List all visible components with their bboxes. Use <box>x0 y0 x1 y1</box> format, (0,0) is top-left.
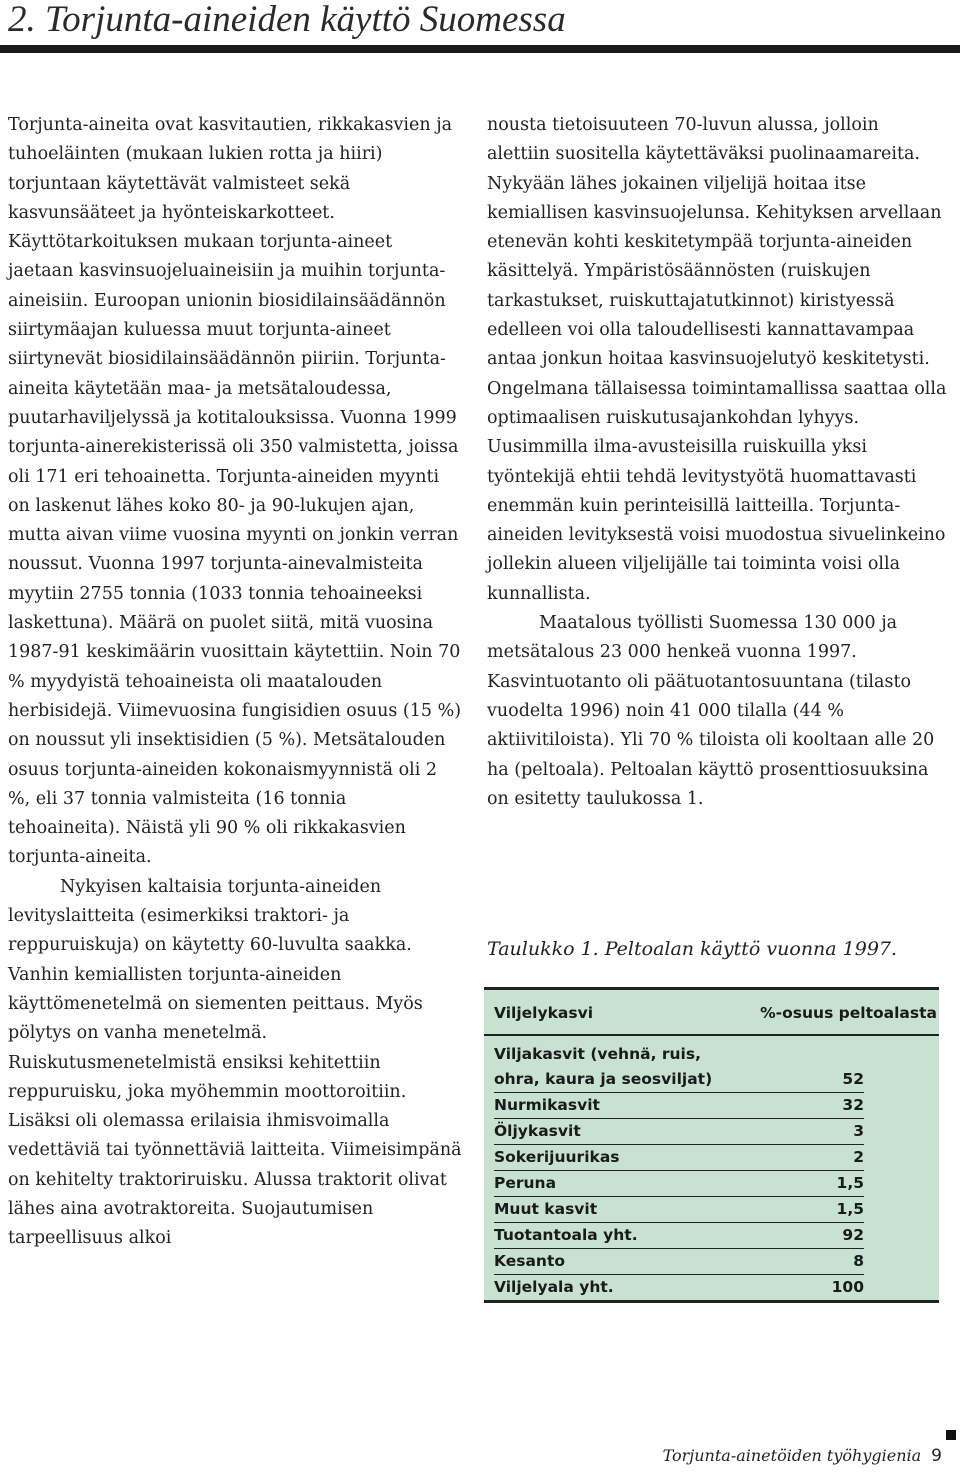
row-label: Muut kasvit <box>494 1200 598 1218</box>
page-footer <box>663 1446 942 1466</box>
right-column <box>487 111 947 814</box>
row-value: 3 <box>853 1122 864 1140</box>
row-value: 1,5 <box>836 1200 864 1218</box>
row-value: 1,5 <box>836 1174 864 1192</box>
header-rule <box>484 1034 939 1036</box>
table-caption: Taulukko 1. Peltoalan käyttö vuonna 1997. <box>487 938 898 960</box>
row-value: 52 <box>842 1070 864 1088</box>
table-row <box>494 1197 864 1223</box>
row-value: 32 <box>842 1096 864 1114</box>
row-label: Nurmikasvit <box>494 1096 600 1114</box>
paragraph: Torjunta-aineita ovat kasvitautien, rikkakasvien ja tuhoeläinten (mukaan lukien rotta ja hiiri) torjuntaan käytettävät valmisteet sekä kasvunsääteet ja hyönteiskarkotteet. Käyttötarkoituksen mukaan torjunta-aineet jaetaan kasvinsuojeluaineisiin ja muihin torjunta-aineisiin. Euroopan unionin biosidilainsäädännön siirtymäajan kuluessa muut torjunta-aineet siirtynevät biosidilainsäädännön piiriin. Torjunta-aineita käytetään maa- ja metsätaloudessa, puutarhaviljelyssä ja kotitalouksissa. Vuonna 1999 torjunta-ainerekisterissä oli 350 valmistetta, joissa oli 171 eri tehoainetta. Torjunta-aineiden myynti on laskenut lähes koko 80- ja 90-lukujen ajan, mutta aivan viime vuosina myynti on jonkin verran noussut. Vuonna 1997 torjunta-ainevalmisteita myytiin 2755 tonnia (1033 tonnia tehoaineeksi laskettuna). Määrä on puolet siitä, mitä vuosina 1987-91 keskimäärin vuosittain käytettiin. Noin 70 % myydyistä tehoaineista oli maatalouden herbisidejä. Viimevuosina fungisidien osuus (15 %) on noussut yli insektisidien (5 %). Metsätalouden osuus torjunta-aineiden kokonaismyynnistä oli 2 %, eli 37 tonnia valmisteita (16 tonnia tehoaineita). Näistä yli 90 % oli rikkakasvien torjunta-aineita. <box>8 115 462 868</box>
table-row <box>494 1275 864 1301</box>
row-value: 92 <box>842 1226 864 1244</box>
table-row <box>494 1145 864 1171</box>
crop-usage-table <box>484 987 939 1303</box>
left-column <box>8 111 463 1254</box>
table-header <box>494 1004 939 1026</box>
header-share: %-osuus peltoalasta <box>760 1004 937 1022</box>
table-row <box>494 1093 864 1119</box>
paragraph: nousta tietoisuuteen 70-luvun alussa, jolloin alettiin suositella käytettäväksi puolinaamareita. Nykyään lähes jokainen viljelijä hoitaa itse kemiallisen kasvinsuojelunsa. Kehityksen arvellaan etenevän kohti keskitetympää torjunta-aineiden käsittelyä. Ympäristösäännösten (ruiskujen tarkastukset, ruiskuttajatutkinnot) kiristyessä edelleen voi olla taloudellisesti kannattavampaa antaa jonkun hoitaa kasvinsuojelutyö keskitetysti. Ongelmana tällaisessa toimintamallissa saattaa olla optimaalisen ruiskutusajankohdan lyhyys. Uusimmilla ilma-avusteisilla ruiskuilla yksi työntekijä ehtii tehdä levitystyötä huomattavasti enemmän kuin perinteisillä laitteilla. Torjunta-aineiden levityksestä voisi muodostua sivuelinkeino jollekin alueen viljelijälle tai toiminta voisi olla kunnallista. <box>487 115 947 604</box>
paragraph: Nykyisen kaltaisia torjunta-aineiden levityslaitteita (esimerkiksi traktori- ja reppuruiskuja) on käytetty 60-luvulta saakka. Vanhin kemiallisten torjunta-aineiden käyttömenetelmä on siementen peittaus. Myös pölytys on vanha menetelmä. Ruiskutusmenetelmistä ensiksi kehitettiin reppuruisku, joka myöhemmin moottoroitiin. Lisäksi oli olemassa erilaisia ihmisvoimalla vedettäviä tai työnnettäviä laitteita. Viimeisimpänä on kehitelty traktoriruisku. Alussa traktorit olivat lähes aina avotraktoreita. Suojautumisen tarpeellisuus alkoi <box>8 876 462 1249</box>
table-row <box>494 1042 864 1093</box>
row-value: 8 <box>853 1252 864 1270</box>
page-title: 2. Torjunta-aineiden käyttö Suomessa <box>8 0 566 40</box>
row-value: 2 <box>853 1148 864 1166</box>
row-value: 100 <box>831 1278 864 1296</box>
row-label: Viljelyala yht. <box>494 1278 614 1296</box>
footer-title: Torjunta-ainetöiden työhygienia <box>662 1446 922 1465</box>
paragraph: Maatalous työllisti Suomessa 130 000 ja metsätalous 23 000 henkeä vuonna 1997. Kasvintuotanto oli päätuotantosuuntana (tilasto vuodelta 1996) noin 41 000 tilalla (44 % aktiivitiloista). Yli 70 % tiloista oli kooltaan alle 20 ha (peltoala). Peltoalan käyttö prosenttiosuuksina on esitetty taulukossa 1. <box>487 613 935 809</box>
table-row <box>494 1223 864 1249</box>
header-crop: Viljelykasvi <box>494 1004 594 1022</box>
table-row <box>494 1119 864 1145</box>
table-row <box>494 1249 864 1275</box>
title-rule <box>0 45 960 53</box>
footer-square-icon <box>946 1430 956 1440</box>
row-label: ohra, kaura ja seosviljat) <box>494 1070 713 1088</box>
row-label: Öljykasvit <box>494 1122 581 1140</box>
table-row <box>494 1171 864 1197</box>
row-label: Viljakasvit (vehnä, ruis, <box>494 1045 701 1063</box>
row-label: Peruna <box>494 1174 557 1192</box>
row-label: Kesanto <box>494 1252 566 1270</box>
table-body <box>494 1042 864 1301</box>
row-label: Tuotantoala yht. <box>494 1226 638 1244</box>
page-number: 9 <box>931 1446 942 1466</box>
row-label: Sokerijuurikas <box>494 1148 620 1166</box>
